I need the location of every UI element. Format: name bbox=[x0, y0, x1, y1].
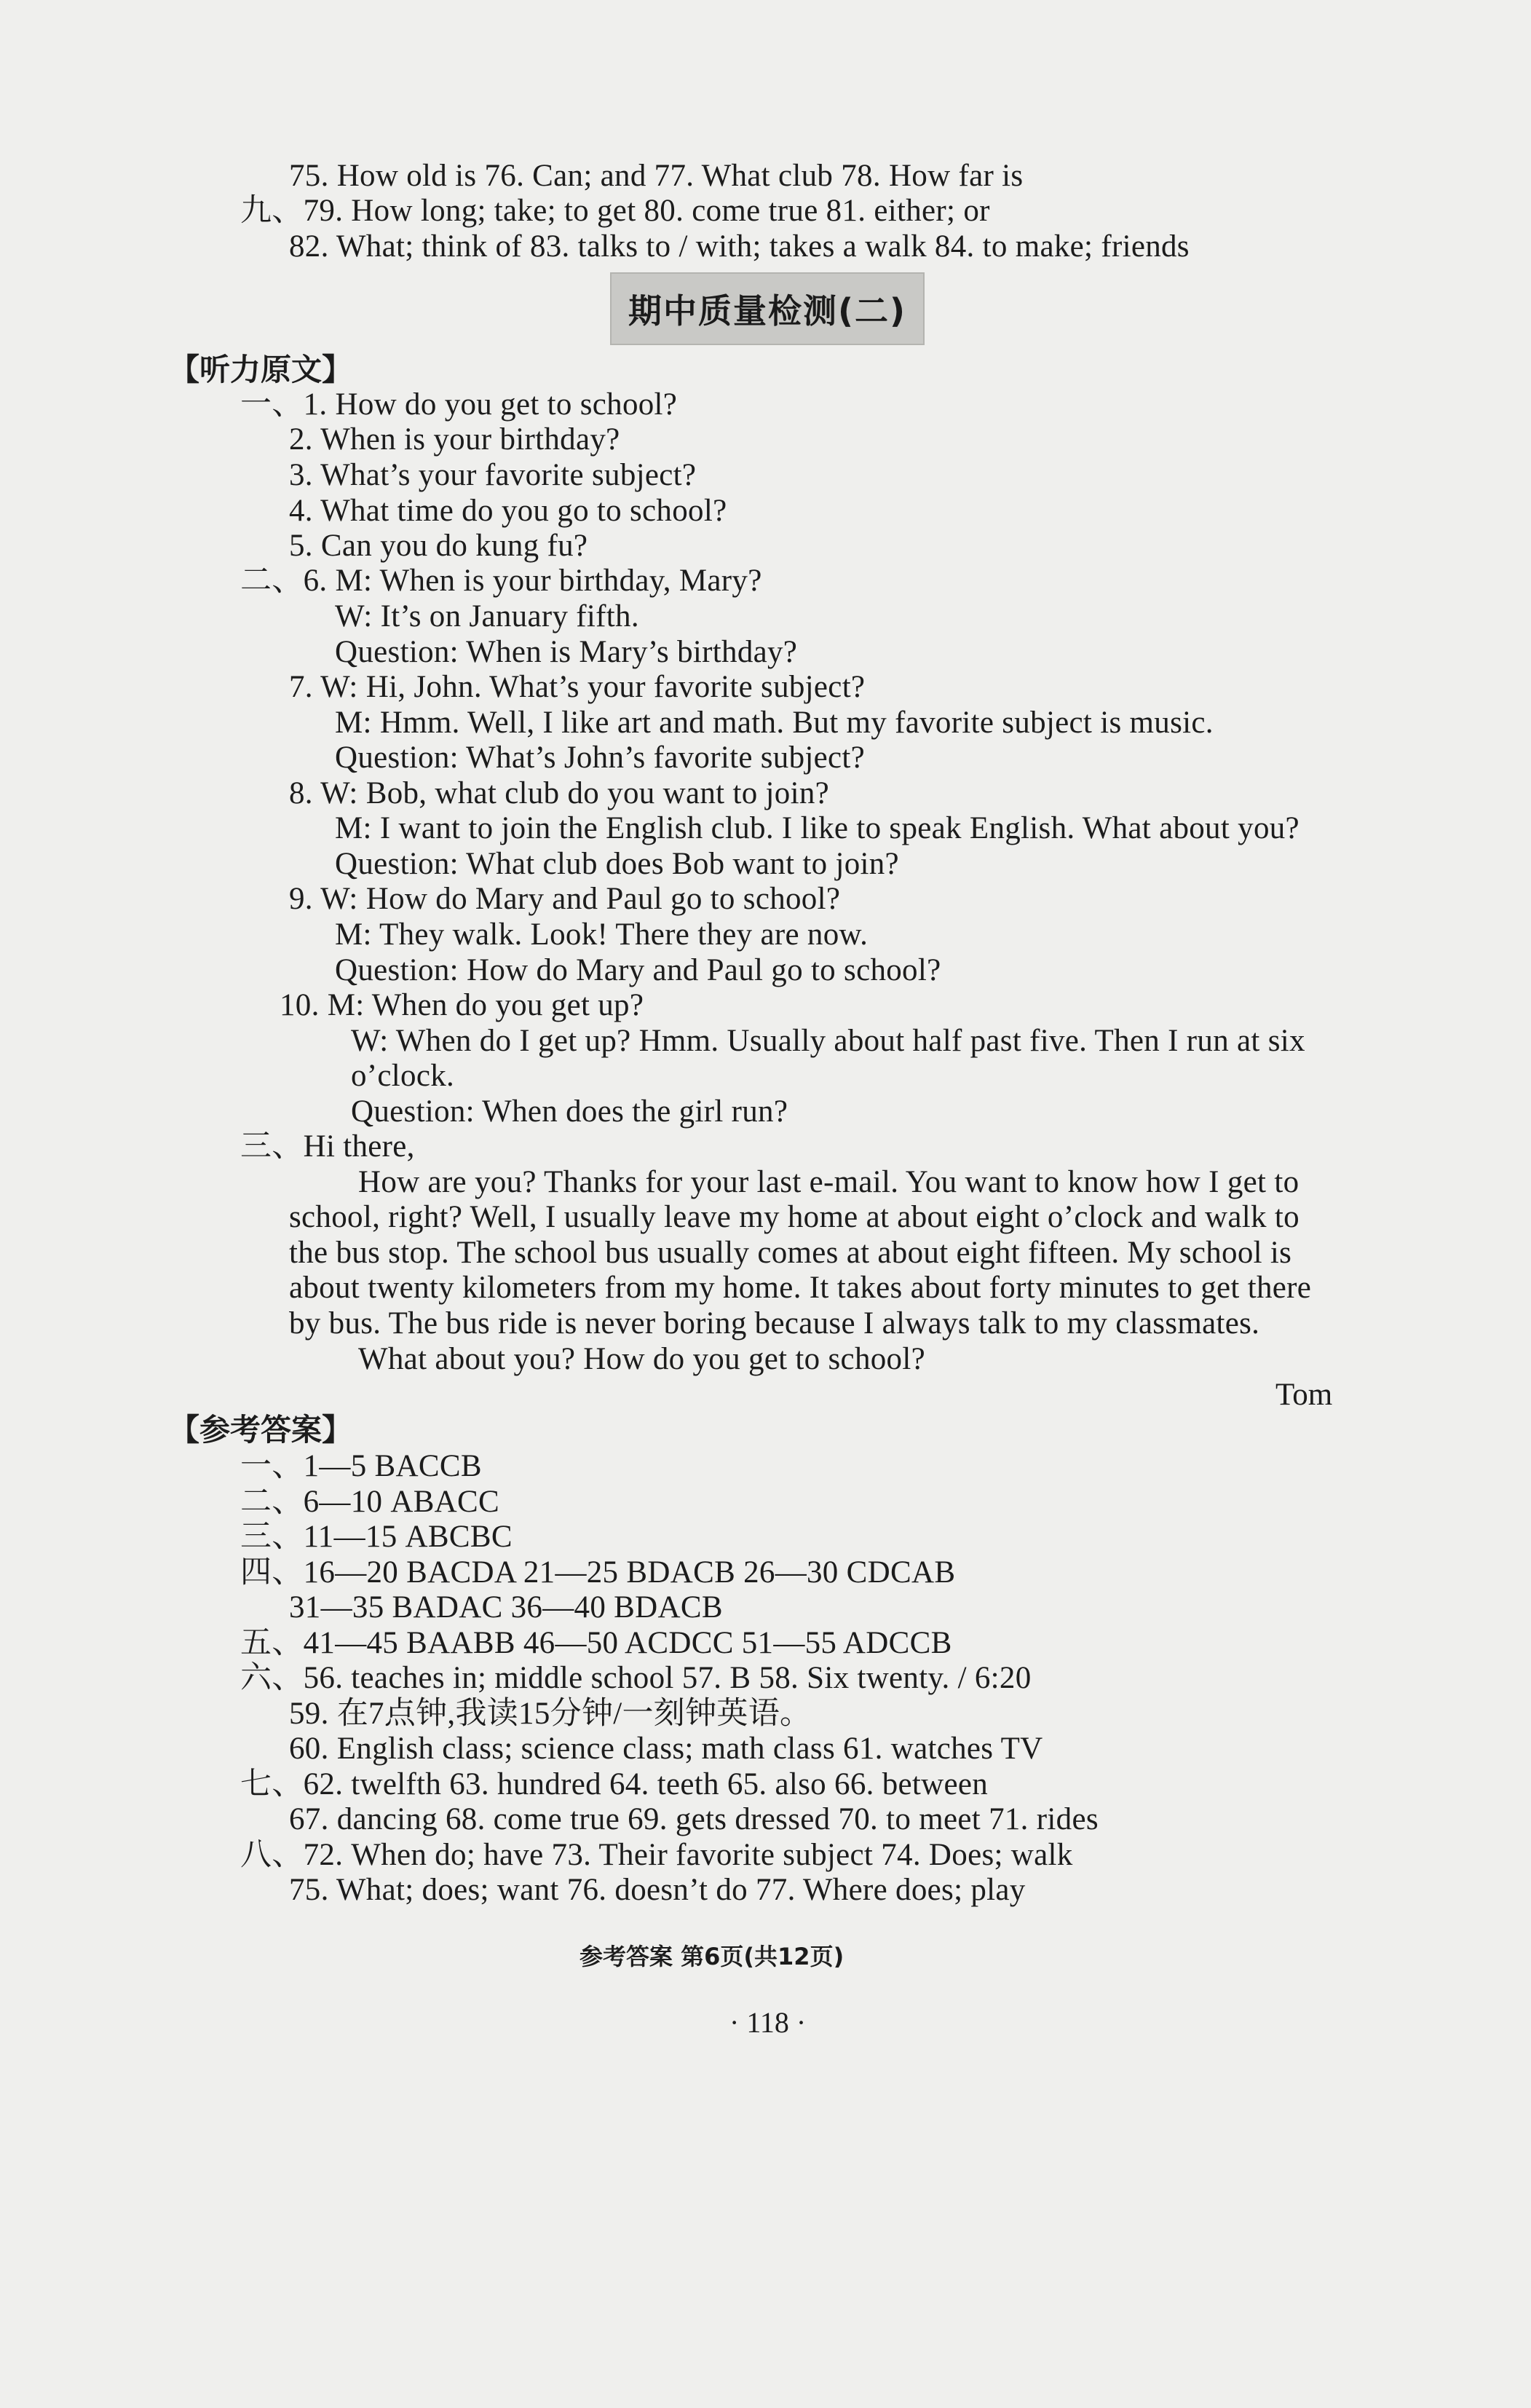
listening-line: W: When do I get up? Hmm. Usually about half past five. Then I run at six bbox=[351, 1024, 1305, 1058]
answer-line: 75. How old is 76. Can; and 77. What club 78. How far is bbox=[289, 159, 1024, 193]
letter-signature: Tom bbox=[1275, 1378, 1333, 1412]
listening-line: by bus. The bus ride is never boring because I always talk to my classmates. bbox=[289, 1306, 1260, 1341]
answers-heading: 【参考答案】 bbox=[169, 1412, 353, 1448]
page-number: · 118 · bbox=[729, 2006, 807, 2039]
answer-key-line: 59. 在7点钟,我读15分钟/一刻钟英语。 bbox=[289, 1697, 812, 1731]
listening-line: M: They walk. Look! There they are now. bbox=[335, 917, 869, 952]
listening-line: 一、1. How do you get to school? bbox=[240, 387, 678, 422]
listening-line: What about you? How do you get to school? bbox=[358, 1342, 925, 1376]
answer-key-line: 五、41—45 BAABB 46—50 ACDCC 51—55 ADCCB bbox=[240, 1626, 952, 1660]
listening-heading: 【听力原文】 bbox=[169, 352, 353, 387]
listening-line: Question: What club does Bob want to join? bbox=[335, 847, 899, 881]
listening-line: 7. W: Hi, John. What’s your favorite subject? bbox=[289, 670, 866, 704]
answer-line: 82. What; think of 83. talks to / with; takes a walk 84. to make; friends bbox=[289, 229, 1190, 264]
listening-line: 8. W: Bob, what club do you want to join? bbox=[289, 776, 830, 810]
listening-line: 2. When is your birthday? bbox=[289, 422, 620, 457]
listening-line: o’clock. bbox=[351, 1059, 455, 1093]
listening-line: Question: When does the girl run? bbox=[351, 1094, 788, 1129]
listening-line: 5. Can you do kung fu? bbox=[289, 529, 588, 563]
answer-key-line: 八、72. When do; have 73. Their favorite subject 74. Does; walk bbox=[240, 1838, 1073, 1872]
listening-line: Question: How do Mary and Paul go to school? bbox=[335, 953, 941, 987]
listening-line: 3. What’s your favorite subject? bbox=[289, 458, 697, 492]
answer-key-line: 31—35 BADAC 36—40 BDACB bbox=[289, 1590, 723, 1625]
listening-line: the bus stop. The school bus usually comes at about eight fifteen. My school is bbox=[289, 1236, 1292, 1270]
answer-key-line: 三、11—15 ABCBC bbox=[240, 1520, 513, 1554]
listening-line: 二、6. M: When is your birthday, Mary? bbox=[240, 564, 762, 598]
listening-line: 4. What time do you go to school? bbox=[289, 494, 727, 528]
listening-line: M: Hmm. Well, I like art and math. But my favorite subject is music. bbox=[335, 706, 1214, 740]
answer-key-line: 60. English class; science class; math class 61. watches TV bbox=[289, 1732, 1043, 1766]
listening-line: about twenty kilometers from my home. It takes about forty minutes to get there bbox=[289, 1271, 1312, 1305]
listening-line: M: I want to join the English club. I like to speak English. What about you? bbox=[335, 811, 1299, 845]
answer-key-line: 67. dancing 68. come true 69. gets dressed 70. to meet 71. rides bbox=[289, 1802, 1099, 1836]
listening-line: school, right? Well, I usually leave my home at about eight o’clock and walk to bbox=[289, 1200, 1299, 1234]
listening-line: W: It’s on January fifth. bbox=[335, 599, 639, 633]
answer-key-line: 二、6—10 ABACC bbox=[240, 1485, 499, 1519]
answer-key-line: 75. What; does; want 76. doesn’t do 77. Where does; play bbox=[289, 1873, 1026, 1907]
answer-key-line: 四、16—20 BACDA 21—25 BDACB 26—30 CDCAB bbox=[240, 1555, 956, 1590]
section-title: 期中质量检测(二) bbox=[610, 272, 925, 345]
page-footer: 参考答案 第6页(共12页) bbox=[579, 1943, 844, 1970]
listening-line: How are you? Thanks for your last e-mail. You want to know how I get to bbox=[358, 1165, 1299, 1199]
listening-line: 10. M: When do you get up? bbox=[280, 988, 644, 1022]
listening-line: Question: What’s John’s favorite subject? bbox=[335, 741, 866, 775]
answer-key-line: 七、62. twelfth 63. hundred 64. teeth 65. also 66. between bbox=[240, 1767, 989, 1801]
answer-line: 九、79. How long; take; to get 80. come true 81. either; or bbox=[240, 194, 990, 228]
listening-line: Question: When is Mary’s birthday? bbox=[335, 635, 798, 669]
answer-key-line: 一、1—5 BACCB bbox=[240, 1449, 482, 1483]
listening-line: 三、Hi there, bbox=[240, 1129, 415, 1164]
listening-line: 9. W: How do Mary and Paul go to school? bbox=[289, 882, 841, 916]
answer-key-line: 六、56. teaches in; middle school 57. B 58. Six twenty. / 6:20 bbox=[240, 1661, 1032, 1695]
